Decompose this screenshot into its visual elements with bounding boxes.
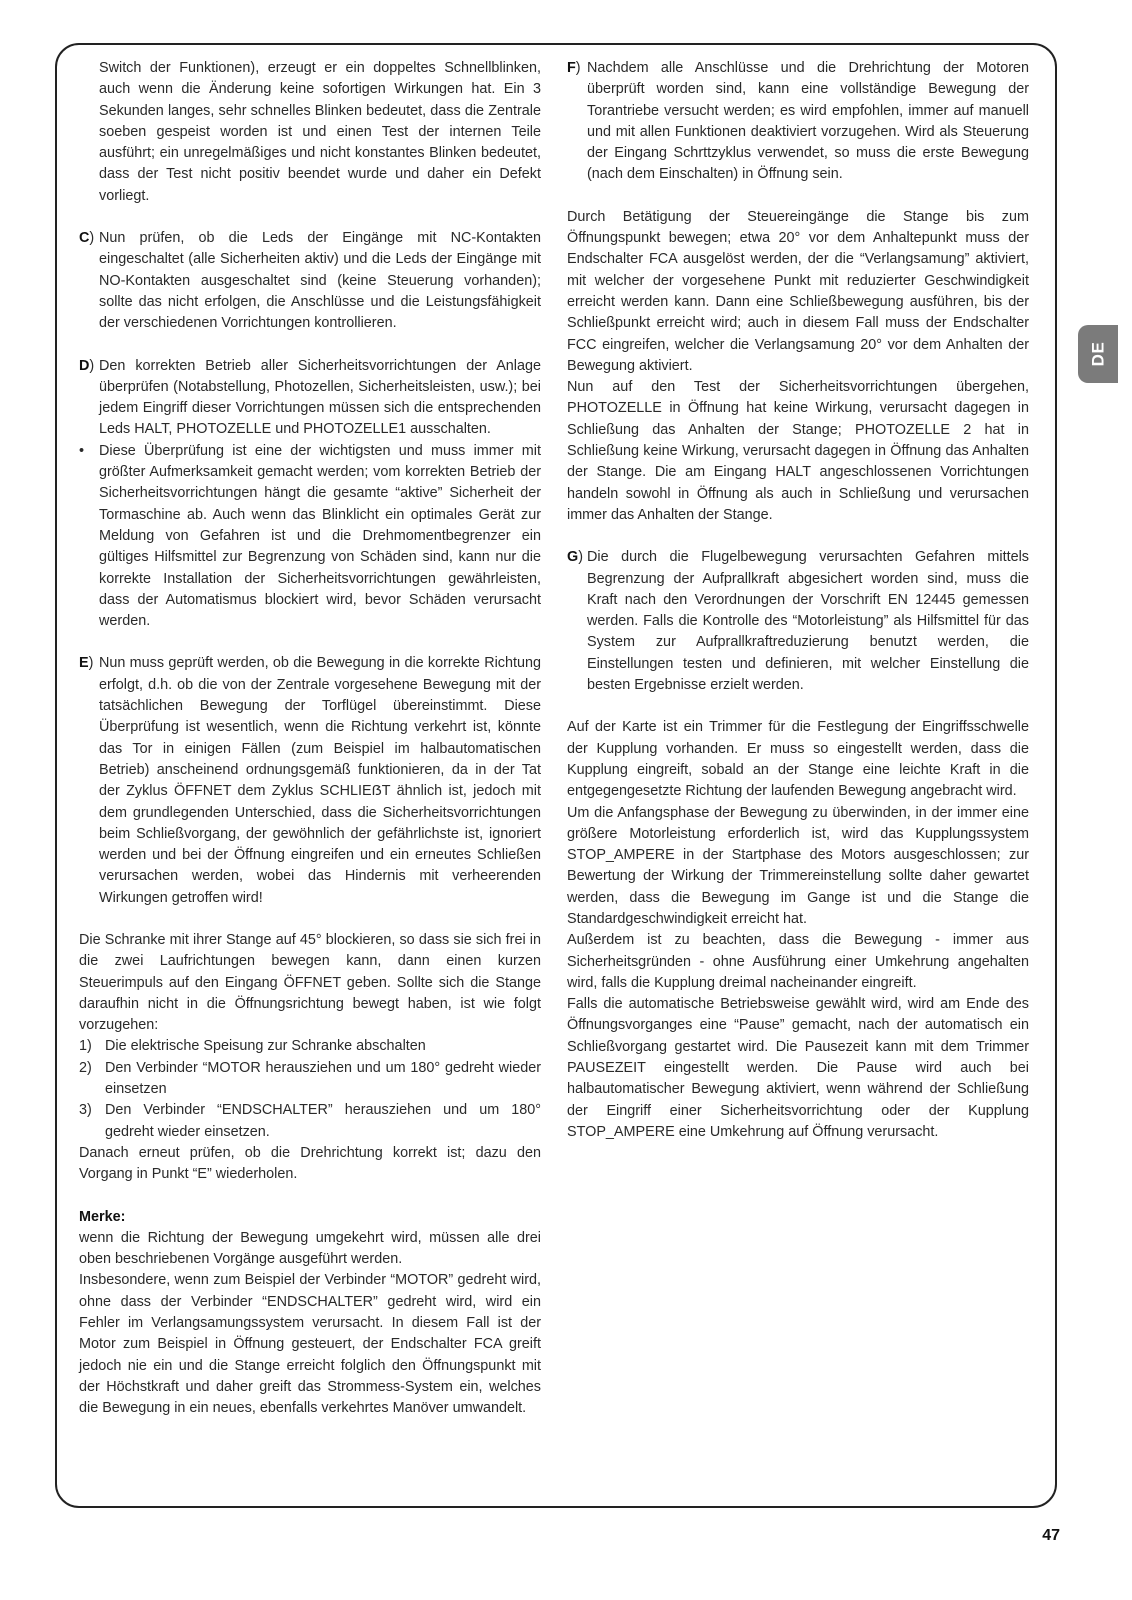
- right-paragraph-3: Auf der Karte ist ein Trimmer für die Festlegung der Eingriffsschwelle der Kupplung vorhanden. Er muss so eingestellt werden, dass die Kupplung eingreift, sobald an der Stange eine leichte Kraft in die entgegengesetzte Richtung der laufenden Bewegung angebracht wird.: [567, 719, 1029, 800]
- right-paragraph-4: Um die Anfangsphase der Bewegung zu überwinden, in der immer eine größere Motorleistung erforderlich ist, wird das Kupplungssystem STOP_AMPERE in der Startphase des Motors ausgeschlossen; zur Bewertung der Wirkung der Trimmereinstellung sollte daher gewartet werden, dass die Bewegung im Gange ist und die Stange die Standardgeschwindigkeit erreicht hat.: [567, 804, 1029, 927]
- right-paragraph-6: Falls die automatische Betriebsweise gewählt wird, wird am Ende des Öffnungsvorganges eine “Pause” gemacht, nach der automatisch ein Schließvorgang gestartet wird. Die Pausezeit kann mit dem Trimmer PAUSEZEIT eingestellt werden. Die Pause wird auch bei halbautomatischer Bewegung aktiviert, wenn während der Schließung der Eingriff einer Sicherheitsvorrichtung oder der Kupplung STOP_AMPERE eine Umkehrung auf Öffnung verursacht.: [567, 996, 1029, 1140]
- item-c: C) Nun prüfen, ob die Leds der Eingänge mit NC-Kontakten eingeschaltet (alle Sicherheiten aktiv) und die Leds der Eingänge mit NO-Kontakten ausgeschaltet sind (keine Steuerung vorhanden); sollte das nicht erfolgen, die Anschlüsse und die Leistungsfähigkeit der verschiedenen Vorrichtungen kontrollieren.: [79, 228, 541, 334]
- item-d: D) Den korrekten Betrieb aller Sicherheitsvorrichtungen der Anlage überprüfen (Notabstellung, Photozellen, Sicherheitsleisten, usw.); bei jedem Eingriff dieser Vorrichtungen müssen sich die entsprechenden Leds HALT, PHOTOZELLE und PHOTOZELLE1 ausschalten.: [79, 356, 541, 441]
- note-paragraph-2: Insbesondere, wenn zum Beispiel der Verbinder “MOTOR” gedreht wird, ohne dass der Verbinder “ENDSCHALTER” gedreht wird, wird ein Fehler im Verlangsamungssystem verursacht. In diesem Fall ist der Motor zum Beispiel in Öffnung gesteuert, der Endschalter FCA greift jedoch nie ein und die Stange erreicht folglich den Öffnungspunkt mit der Höchstkraft und daher greift das Strommess-System ein, welches die Bewegung in ein neues, ebenfalls verkehrtes Manöver umwandelt.: [79, 1272, 541, 1417]
- left-column: [79, 58, 541, 1420]
- item-d-text: Den korrekten Betrieb aller Sicherheitsvorrichtungen der Anlage überprüfen (Notabstellung, Photozellen, Sicherheitsleisten, usw.); bei jedem Eingriff dieser Vorrichtungen müssen sich die entsprechenden Leds HALT, PHOTOZELLE und PHOTOZELLE1 ausschalten.: [99, 357, 541, 438]
- item-f-text: Nachdem alle Anschlüsse und die Drehrichtung der Motoren überprüft worden sind, kann eine vollständige Bewegung der Torantriebe versucht werden; es wird empfohlen, immer auf manuell und mit allen Funktionen deaktiviert vorzugehen. Wird als Steuerung der Eingang Schrttzyklus verwendet, so muss die erste Bewegung (nach dem Einschalten) in Öffnung sein.: [587, 60, 1029, 183]
- right-paragraph-5: Außerdem ist zu beachten, dass die Bewegung - immer aus Sicherheitsgründen - ohne Ausführung einer Umkehrung angehalten wird, falls die Kupplung dreimal nacheinander eingreift.: [567, 932, 1029, 991]
- bullet-marker: •: [79, 442, 85, 459]
- item-g: G) Die durch die Flugelbewegung verursachten Gefahren mittels Begrenzung der Aufprallkraft abgesichert worden sind, muss die Kraft nach den Verordnungen der Vorschrift EN 12445 gemessen werden. Falls die Kontrolle des “Motorleistung” als Hilfsmittel für das System zur Aufprallkraftreduzierung benutzt werden, die Einstellungen testen und definieren, mit welcher Einstellung die besten Ergebnisse erzielt werden.: [567, 547, 1029, 696]
- note-paragraph-1: wenn die Richtung der Bewegung umgekehrt wird, müssen alle drei oben beschriebenen Vorgänge ausgeführt werden.: [79, 1229, 541, 1268]
- item-c-text: Nun prüfen, ob die Leds der Eingänge mit NC-Kontakten eingeschaltet (alle Sicherheiten aktiv) und die Leds der Eingänge mit NO-Kontakten ausgeschaltet sind (keine Steuerung vorhanden); sollte das nicht erfolgen, die Anschlüsse und die Leistungsfähigkeit der verschiedenen Vorrichtungen kontrollieren.: [99, 230, 541, 332]
- item-e-marker: E: [79, 655, 89, 672]
- intro-paragraph: Switch der Funktionen), erzeugt er ein doppeltes Schnellblinken, auch wenn die Änderung keine sofortigen Wirkungen hat. Ein 3 Sekunden langes, sehr schnelles Blinken bedeutet, dass die Zentrale soeben gespeist worden ist und einen Test der internen Teile ausführt; ein unregelmäßiges und nicht konstantes Blinken bedeutet, dass der Test nicht positiv beendet wurde und daher ein Defekt vorliegt.: [99, 60, 541, 204]
- danach-paragraph: Danach erneut prüfen, ob die Drehrichtung korrekt ist; dazu den Vorgang in Punkt “E” wiederholen.: [79, 1144, 541, 1183]
- item-f: F) Nachdem alle Anschlüsse und die Drehrichtung der Motoren überprüft worden sind, kann eine vollständige Bewegung der Torantriebe versucht werden; es wird empfohlen, immer auf manuell und mit allen Funktionen deaktiviert vorzugehen. Wird als Steuerung der Eingang Schrttzyklus verwendet, so muss die erste Bewegung (nach dem Einschalten) in Öffnung sein.: [567, 58, 1029, 186]
- item-c-marker: C: [79, 230, 90, 247]
- step-3: 3) Den Verbinder “ENDSCHALTER” herausziehen und um 180° gedreht wieder einsetzen.: [79, 1102, 541, 1140]
- bullet-text: Diese Überprüfung ist eine der wichtigsten und muss immer mit größter Aufmerksamkeit gemacht werden; vom korrekten Betrieb der Sicherheitsvorrichtungen hängt die gesamte “aktive” Sicherheit der Tormaschine ab. Auch wenn das Blinklicht ein optimales Gerät zur Meldung von Gefahren ist und die Drehmomentbegrenzer ein gültiges Hilfsmittel zur Begrenzung von Schäden sind, kann nur die korrekte Installation der Sicherheitsvorrichtungen gewährleisten, dass der Automatismus blockiert wird, bevor Schäden verursacht werden.: [99, 442, 541, 630]
- note-heading: Merke:: [79, 1208, 126, 1225]
- right-column: [567, 58, 1029, 1143]
- item-d-marker: D: [79, 357, 90, 374]
- right-paragraph-2: Nun auf den Test der Sicherheitsvorrichtungen übergehen, PHOTOZELLE in Öffnung hat keine Wirkung, verursacht dagegen in Schließung das Anhalten der Stange; PHOTOZELLE 2 hat in Schließung keine Wirkung, verursacht dagegen in Öffnung das Anhalten der Stange. Die am Eingang HALT angeschlossenen Vorrichtungen handeln sowohl in Öffnung als auch in Schließung und verursachen immer das Anhalten der Stange.: [567, 379, 1029, 523]
- page-number: 47: [1042, 1527, 1060, 1544]
- item-e-text: Nun muss geprüft werden, ob die Bewegung in die korrekte Richtung erfolgt, d.h. ob die von der Zentrale vorgesehene Bewegung mit der tatsächlichen Bewegung der Torflügel übereinstimmt. Diese Überprüfung ist wesentlich, wenn die Richtung verkehrt ist, könnte das Tor in einigen Fällen (zum Beispiel im halbautomatischen Betrieb) anscheinend ordnungsgemäß funktionieren, da in der Tat der Zyklus ÖFFNET dem Zyklus SCHLIEẞT ähnlich ist, jedoch mit dem grundlegenden Unterschied, dass die Sicherheitsvorrichtungen beim Schließvorgang, der gewöhnlich der gefährlichste ist, ignoriert werden und bei der Öffnung eingreifen und ein erneutes Schließen verursachen werden, wobei das Hindernis mit verheerenden Wirkungen getroffen wird!: [99, 655, 541, 906]
- bullet-item: [79, 441, 541, 633]
- language-tab-label: DE: [1088, 341, 1107, 367]
- step-2: 2) Den Verbinder “MOTOR herausziehen und um 180° gedreht wieder einsetzen: [79, 1059, 541, 1098]
- right-paragraph-1: Durch Betätigung der Steuereingänge die Stange bis zum Öffnungspunkt bewegen; etwa 20° vor dem Anhaltepunkt muss der Endschalter FCA ausgelöst werden, der die “Verlangsamung” aktiviert, mit welcher der vorgesehene Punkt mit reduzierter Geschwindigkeit erreicht werden kann. Dann eine Schließbewegung ausführen, bis der Schließpunkt erreicht wird; auch in diesem Fall muss der Endschalter FCC eingreifen, welcher die Verlangsamung 20° vor dem Anhalten der Bewegung aktiviert.: [567, 208, 1029, 374]
- item-g-marker: G: [567, 549, 579, 566]
- item-g-text: Die durch die Flugelbewegung verursachten Gefahren mittels Begrenzung der Aufprallkraft abgesichert worden sind, muss die Kraft nach den Verordnungen der Vorschrift EN 12445 gemessen werden. Falls die Kontrolle des “Motorleistung” als Hilfsmittel für das System zur Aufprallkraftreduzierung benutzt werden, die Einstellungen testen und definieren, mit welcher Einstellung die besten Ergebnisse erzielt werden.: [587, 549, 1029, 694]
- schranke-paragraph: Die Schranke mit ihrer Stange auf 45° blockieren, so dass sie sich frei in die zwei Laufrichtungen bewegen kann, dann einen kurzen Steuerimpuls auf den Eingang ÖFFNET geben. Sollte sich die Stange daraufhin nicht in die Öffnungsrichtung bewegt haben, ist wie folgt vorzugehen:: [79, 931, 541, 1034]
- step-1: 1) Die elektrische Speisung zur Schranke abschalten: [79, 1038, 426, 1055]
- item-f-marker: F: [567, 60, 576, 76]
- item-e: E) Nun muss geprüft werden, ob die Bewegung in die korrekte Richtung erfolgt, d.h. ob die von der Zentrale vorgesehene Bewegung mit der tatsächlichen Bewegung der Torflügel übereinstimmt. Diese Überprüfung ist wesentlich, wenn die Richtung verkehrt ist, könnte das Tor in einigen Fällen (zum Beispiel im halbautomatischen Betrieb) anscheinend ordnungsgemäß funktionieren, da in der Tat der Zyklus ÖFFNET dem Zyklus SCHLIEẞT ähnlich ist, jedoch mit dem grundlegenden Unterschied, dass die Sicherheitsvorrichtungen beim Schließvorgang, der gewöhnlich der gefährlichste ist, ignoriert werden und bei der Öffnung eingreifen und ein erneutes Schließen verursachen werden, wobei das Hindernis mit verheerenden Wirkungen getroffen wird!: [79, 653, 541, 909]
- language-tab: [1078, 325, 1118, 383]
